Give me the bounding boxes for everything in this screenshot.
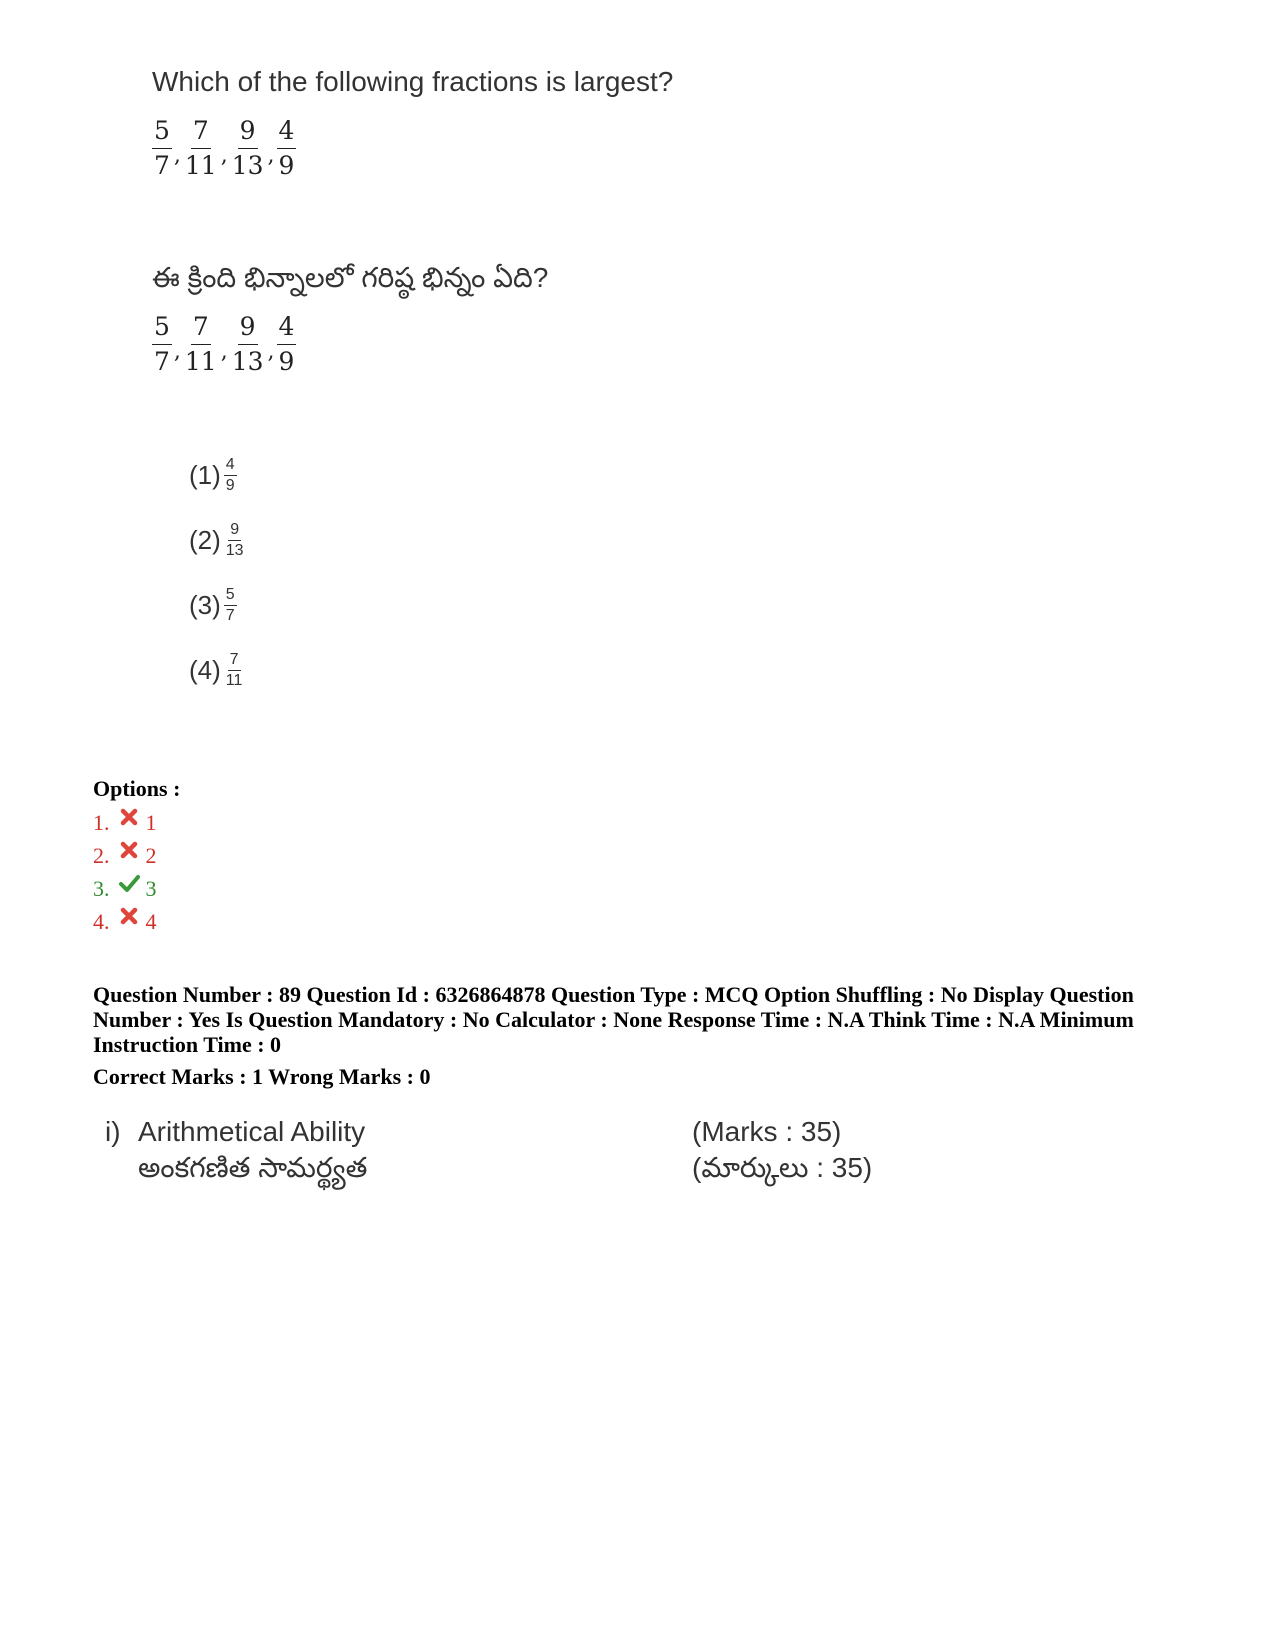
choice-3 (189, 586, 237, 626)
separator: , (267, 142, 275, 168)
option-index: 2. (93, 843, 110, 868)
cross-icon (118, 840, 140, 860)
question-fractions-telugu (152, 314, 296, 376)
question-text-english: Which of the following fractions is largest? (152, 66, 674, 97)
choice-fraction: 4 9 (225, 456, 235, 495)
section-prefix: i) (105, 1116, 121, 1147)
fraction: $\frac{4}{9}$ (278, 312, 295, 377)
section-marks-telugu: (మార్కులు : 35) (692, 1152, 873, 1183)
choice-label: (3) (189, 590, 221, 621)
option-index: 4. (93, 909, 110, 934)
option-value: 1 (145, 810, 157, 835)
option-2 (93, 843, 157, 869)
choice-label: (4) (189, 655, 221, 686)
question-text-telugu: ఈ క్రింది భిన్నాలలో గరిష్ఠ భిన్నం ఏది? (152, 262, 549, 293)
separator: , (220, 142, 228, 168)
fraction: $\frac{5}{7}$ (154, 116, 170, 181)
section-title-telugu: అంకగణిత సామర్థ్యత (138, 1152, 368, 1183)
question-metadata: Question Number : 89 Question Id : 6326864878 Question Type : MCQ Option Shuffling : No Display Question Number : Yes Is Question Mandatory : No Calculator : None Response Time : N.A Think Time : N.A Minimum Instruction Time : 0 (93, 982, 1134, 1057)
choice-fraction: 5 7 (225, 586, 235, 625)
option-index: 1. (93, 810, 110, 835)
fraction: $\frac{9}{13}$ (231, 312, 264, 377)
fraction: $\frac{4}{9}$ (278, 116, 295, 181)
option-index: 3. (93, 876, 110, 901)
choice-1 (189, 456, 237, 496)
fraction: $\frac{7}{11}$ (184, 312, 217, 377)
fraction: $\frac{9}{13}$ (231, 116, 264, 181)
choice-label: (1) (189, 460, 221, 491)
choice-label: (2) (189, 525, 221, 556)
option-value: 2 (145, 843, 157, 868)
option-4 (93, 909, 157, 935)
choice-fraction: 7 11 (225, 651, 243, 690)
fraction: $\frac{7}{11}$ (184, 116, 217, 181)
option-1 (93, 810, 157, 836)
section-title-english: Arithmetical Ability (138, 1116, 366, 1147)
separator: , (267, 338, 275, 364)
option-3 (93, 876, 157, 902)
option-value: 3 (145, 876, 157, 901)
cross-icon (118, 807, 140, 827)
choice-fraction: 9 13 (225, 521, 244, 560)
choice-4 (189, 651, 244, 691)
section-marks-english: (Marks : 35) (692, 1116, 842, 1147)
cross-icon (118, 906, 140, 926)
separator: , (220, 338, 228, 364)
marks-info: Correct Marks : 1 Wrong Marks : 0 (93, 1064, 431, 1089)
question-fractions-english (152, 118, 296, 180)
check-icon (118, 873, 140, 893)
option-value: 4 (145, 909, 157, 934)
separator: , (173, 142, 181, 168)
options-heading: Options : (93, 776, 181, 801)
choice-2 (189, 521, 246, 561)
separator: , (173, 338, 181, 364)
fraction: $\frac{5}{7}$ (154, 312, 170, 377)
